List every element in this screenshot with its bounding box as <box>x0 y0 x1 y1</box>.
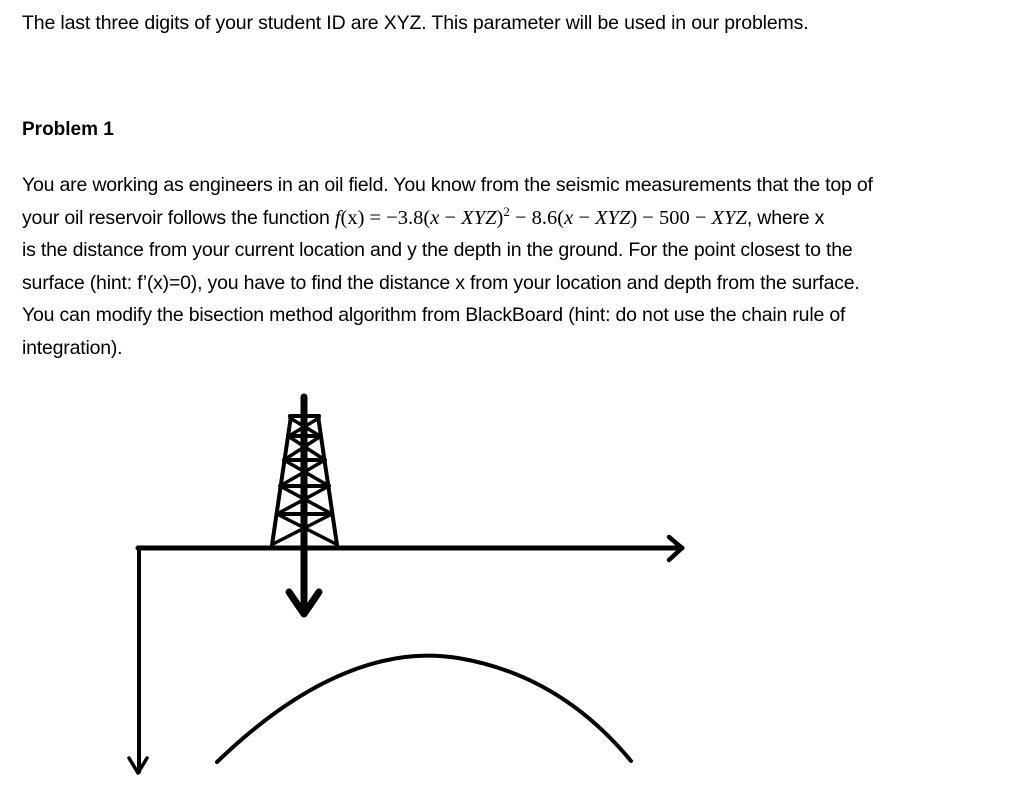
text-line: surface (hint: f’(x)=0), you have to find the distance x from your location and depth from the surface. <box>22 271 860 294</box>
eq-term2: − 8.6( <box>509 206 565 229</box>
x-axis-arrow-icon <box>138 537 682 560</box>
eq-equals: = <box>364 206 387 229</box>
eq-xyz: XYZ <box>595 206 631 229</box>
eq-minus: − <box>573 206 596 229</box>
reservoir-curve <box>217 656 631 762</box>
y-axis-arrow-icon <box>129 548 147 773</box>
problem-description <box>22 169 1012 365</box>
reservoir-equation <box>334 203 747 229</box>
oil-derrick-icon <box>272 416 337 545</box>
text-line: You can modify the bisection method algorithm from BlackBoard (hint: do not use the chain rule of <box>22 304 846 327</box>
eq-xyz: XYZ <box>461 206 497 229</box>
eq-f: f <box>334 206 341 229</box>
problem-heading: Problem 1 <box>22 119 114 140</box>
text-line-with-equation <box>22 202 1012 235</box>
eq-x: x <box>564 206 574 229</box>
eq-xyz: XYZ <box>711 206 747 229</box>
text-line: You are working as engineers in an oil field. You know from the seismic measurements that the top of <box>22 174 873 196</box>
eq-paren: ) <box>630 206 638 229</box>
drill-arrow-icon <box>289 397 319 614</box>
eq-x: x <box>430 206 440 229</box>
eq-paren: ) <box>496 206 504 229</box>
intro-paragraph: The last three digits of your student ID are XYZ. This parameter will be used in our problems. <box>22 12 809 34</box>
text-line: is the distance from your current location and y the depth in the ground. For the point closest to the <box>22 239 853 262</box>
eq-exponent: 2 <box>503 203 510 219</box>
eq-minus: − <box>439 206 462 229</box>
eq-term3: − 500 − <box>637 206 712 229</box>
text-fragment: your oil reservoir follows the function <box>22 206 335 229</box>
text-fragment: , where x <box>746 206 825 229</box>
eq-coef1: −3.8( <box>386 206 431 229</box>
text-line: integration). <box>22 336 123 359</box>
eq-arg: (x) <box>340 206 365 229</box>
